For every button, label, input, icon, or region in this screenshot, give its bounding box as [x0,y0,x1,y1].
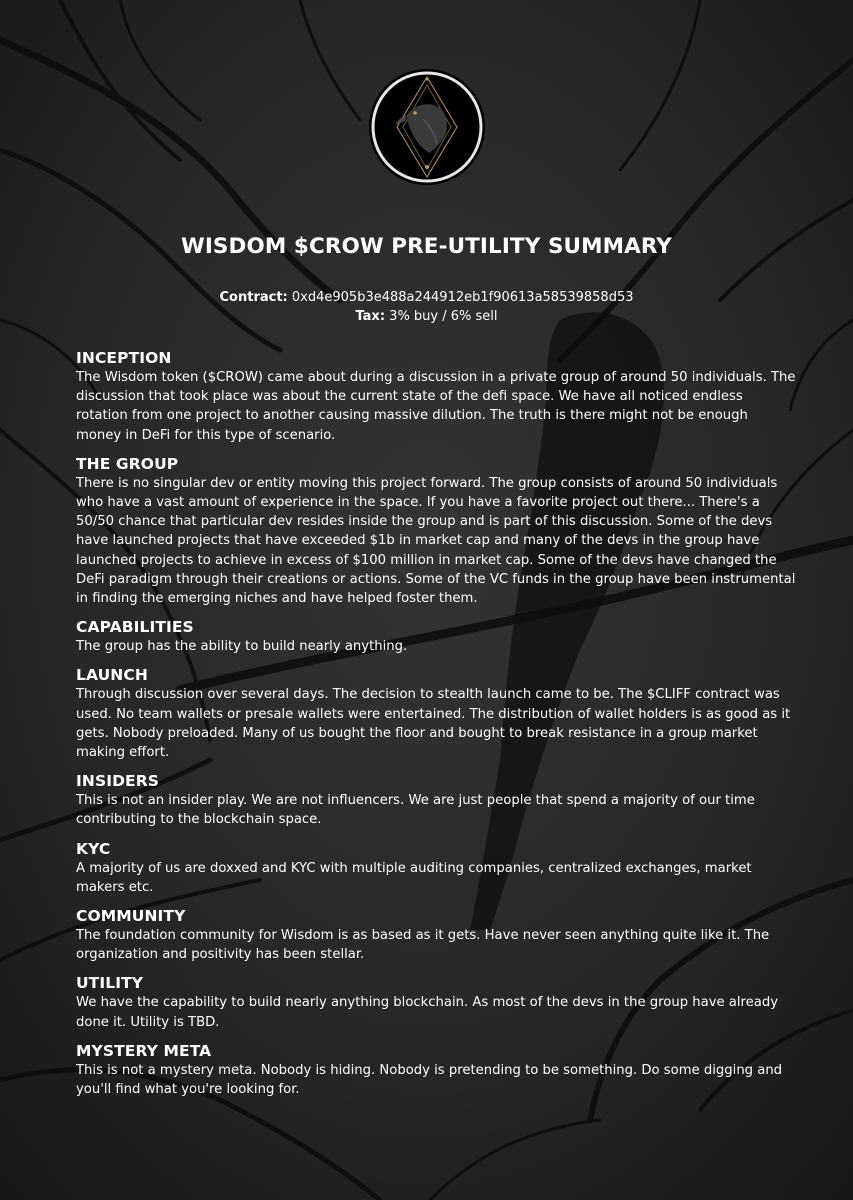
section-body: The group has the ability to build nearly anything. [76,639,408,655]
section-community [76,906,796,964]
tax-value: 3% buy / 6% sell [389,309,498,324]
section-body: There is no singular dev or entity moving this project forward. The group consists of around 50 individuals who have a vast amount of experience in the space. If you have a favorite project out there... There's a 50/50 chance that particular dev resides inside the group and is part of this discussion. Some of the devs have launched projects that have exceeded $1b in market cap and many of the devs in the group have launched projects to achieve in excess of $100 million in market cap. Some of the devs have changed the DeFi paradigm through their creations or actions. Some of the VC funds in the group have been instrumental in finding the emerging niches and have helped foster them. [76,475,796,607]
crow-diamond-emblem-icon [357,67,497,187]
section-heading: CAPABILITIES [76,618,194,637]
contract-address: 0xd4e905b3e488a244912eb1f90613a58539858d53 [291,290,634,305]
contract-label: Contract: [219,290,288,305]
section-the-group [76,454,796,608]
section-heading: THE GROUP [76,454,179,473]
section-body: The Wisdom token ($CROW) came about during a discussion in a private group of around 50 individuals. The discussion that took place was about the current state of the defi space. We have all noticed endless rotation from one project to another causing massive dilution. The truth is there might not be enough money in DeFi for this type of scenario. [76,370,796,443]
section-inception [76,348,796,445]
section-mystery-meta [76,1041,796,1099]
summary-sections [76,348,796,1108]
section-body: A majority of us are doxxed and KYC with multiple auditing companies, centralized exchanges, market makers etc. [76,860,752,895]
section-body: We have the capability to build nearly anything blockchain. As most of the devs in the group have already done it. Utility is TBD. [76,995,779,1030]
section-body: This is not an insider play. We are not influencers. We are just people that spend a majority of our time contributing to the blockchain space. [76,793,755,828]
section-heading: UTILITY [76,974,144,993]
section-kyc [76,839,796,897]
token-meta [0,288,853,326]
section-heading: INSIDERS [76,772,160,791]
tax-line [0,307,853,326]
section-capabilities [76,617,796,656]
tax-label: Tax: [355,309,386,324]
section-insiders [76,771,796,829]
contract-line [0,288,853,307]
section-heading: INCEPTION [76,349,172,367]
section-heading: COMMUNITY [76,907,186,926]
section-body: The foundation community for Wisdom is as based as it gets. Have never seen anything quite like it. The organization and positivity has been stellar. [76,928,770,963]
section-launch [76,665,796,762]
section-body: Through discussion over several days. The decision to stealth launch came to be. The $CLIFF contract was used. No team wallets or presale wallets were entertained. The distribution of wallet holders is as good as it gets. Nobody preloaded. Many of us bought the floor and bought to break resistance in a group market making effort. [76,687,791,761]
section-utility [76,973,796,1031]
section-heading: LAUNCH [76,666,148,685]
section-body: This is not a mystery meta. Nobody is hiding. Nobody is pretending to be something. Do some digging and you'll find what you're looking for. [76,1062,783,1098]
section-heading: KYC [76,839,111,858]
section-heading: MYSTERY META [76,1041,212,1060]
document-title: WISDOM $CROW PRE-UTILITY SUMMARY [181,234,672,259]
